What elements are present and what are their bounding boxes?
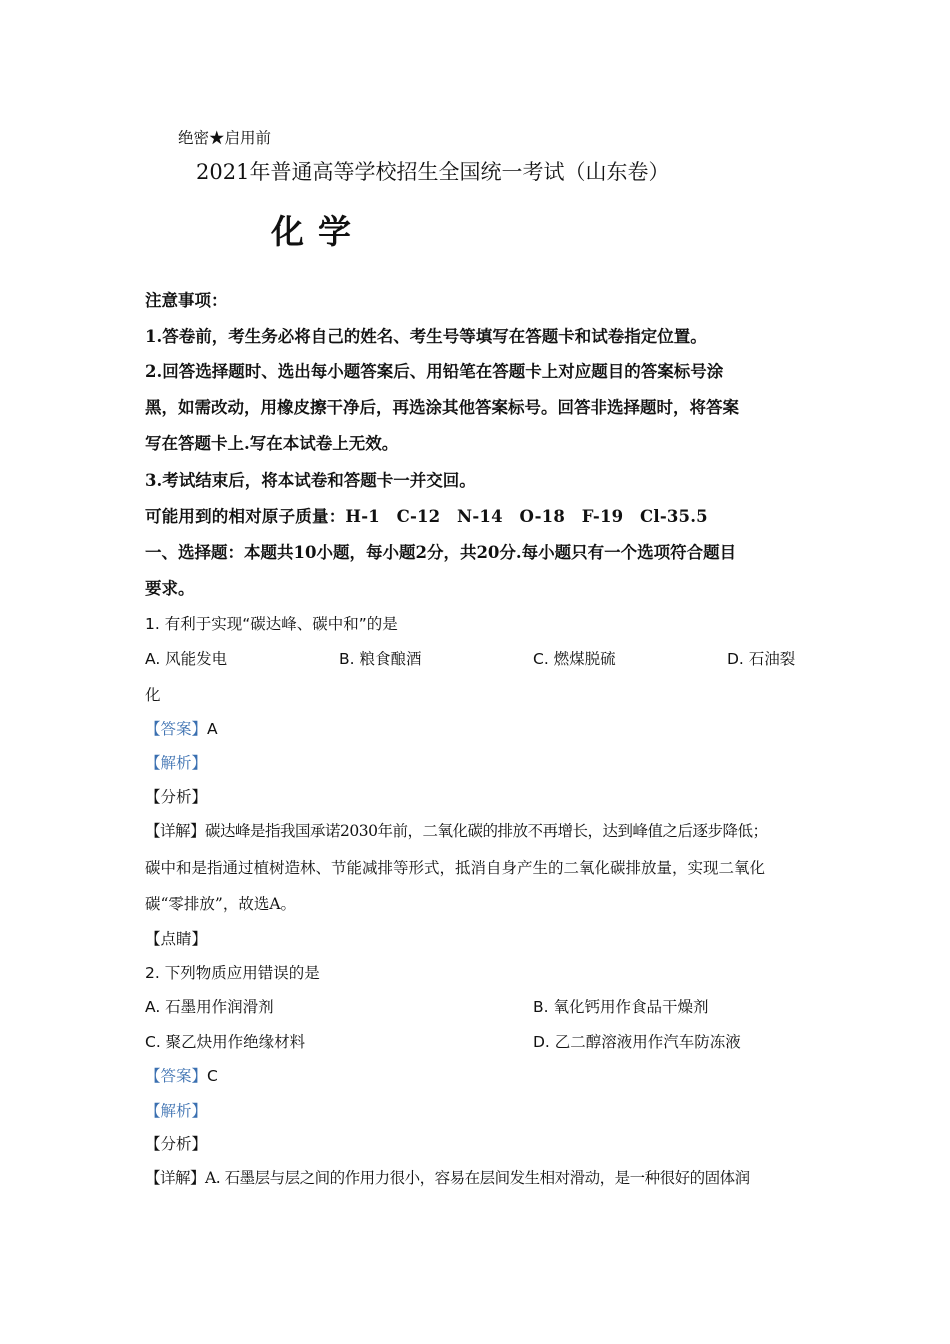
q1-fenxi: 【分析】 — [145, 788, 208, 806]
q2-answer-value: C — [207, 1067, 218, 1085]
q1-option-a: A. 风能发电 — [145, 650, 228, 668]
q2-fenxi: 【分析】 — [145, 1135, 208, 1153]
q2-option-b: B. 氧化钙用作食品干燥剂 — [533, 998, 709, 1016]
q1-dianjing: 【点睛】 — [145, 930, 208, 948]
subject-title: 化学 — [271, 212, 365, 251]
q1-option-c: C. 燃煤脱硫 — [533, 650, 616, 668]
q1-detail-label: 【详解】 — [145, 822, 206, 840]
q2-answer-label: 【答案】 — [145, 1067, 208, 1085]
exam-title: 2021年普通高等学校招生全国统一考试（山东卷） — [196, 160, 670, 184]
notice-item-3: 3.考试结束后，将本试卷和答题卡一并交回。 — [145, 471, 476, 490]
q2-stem: 2. 下列物质应用错误的是 — [145, 964, 320, 982]
q1-detail-text-1: 碳达峰是指我国承诺2030年前，二氧化碳的排放不再增长，达到峰值之后逐步降低； — [205, 822, 768, 840]
q1-detail-line-1 — [145, 820, 767, 842]
q1-detail-line-3: 碳“零排放”，故选A。 — [145, 895, 297, 913]
atomic-mass-line: 可能用到的相对原子质量：H-1 C-12 N-14 O-18 F-19 Cl-35.5 — [145, 507, 708, 526]
notice-heading: 注意事项： — [145, 291, 228, 310]
q1-answer-label: 【答案】 — [145, 720, 208, 738]
section-heading: 一、选择题：本题共10小题，每小题2分，共20分.每小题只有一个选项符合题目 — [145, 543, 737, 562]
q1-detail-line-2: 碳中和是指通过植树造林、节能减排等形式，抵消自身产生的二氧化碳排放量，实现二氧化 — [145, 859, 766, 877]
q1-stem: 1. 有利于实现“碳达峰、碳中和”的是 — [145, 615, 398, 633]
q2-answer — [145, 1065, 218, 1087]
q2-option-a: A. 石墨用作润滑剂 — [145, 998, 274, 1016]
q2-detail-label: 【详解】 — [145, 1169, 206, 1187]
notice-item-2-end: 写在答题卡上.写在本试卷上无效。 — [145, 434, 399, 453]
q2-detail-line-1 — [145, 1167, 750, 1189]
q1-option-b: B. 粮食酿酒 — [339, 650, 422, 668]
q2-detail-text-1: A. 石墨层与层之间的作用力很小，容易在层间发生相对滑动，是一种很好的固体润 — [205, 1169, 750, 1187]
q1-option-d-wrap: 化 — [145, 686, 161, 704]
notice-item-2: 2.回答选择题时、选出每小题答案后、用铅笔在答题卡上对应题目的答案标号涂 — [145, 362, 724, 381]
notice-item-2-cont: 黑，如需改动，用橡皮擦干净后，再选涂其他答案标号。回答非选择题时，将答案 — [145, 398, 739, 417]
q1-answer-value: A — [207, 720, 218, 738]
q2-analysis-label: 【解析】 — [145, 1102, 208, 1120]
q1-analysis-label: 【解析】 — [145, 754, 208, 772]
q1-option-d: D. 石油裂 — [727, 650, 796, 668]
q2-option-d: D. 乙二醇溶液用作汽车防冻液 — [533, 1033, 741, 1051]
q1-answer — [145, 718, 218, 740]
section-heading-cont: 要求。 — [145, 579, 195, 598]
q2-option-c: C. 聚乙炔用作绝缘材料 — [145, 1033, 306, 1051]
notice-item-1: 1.答卷前，考生务必将自己的姓名、考生号等填写在答题卡和试卷指定位置。 — [145, 327, 707, 346]
secret-label: 绝密★启用前 — [178, 129, 272, 147]
